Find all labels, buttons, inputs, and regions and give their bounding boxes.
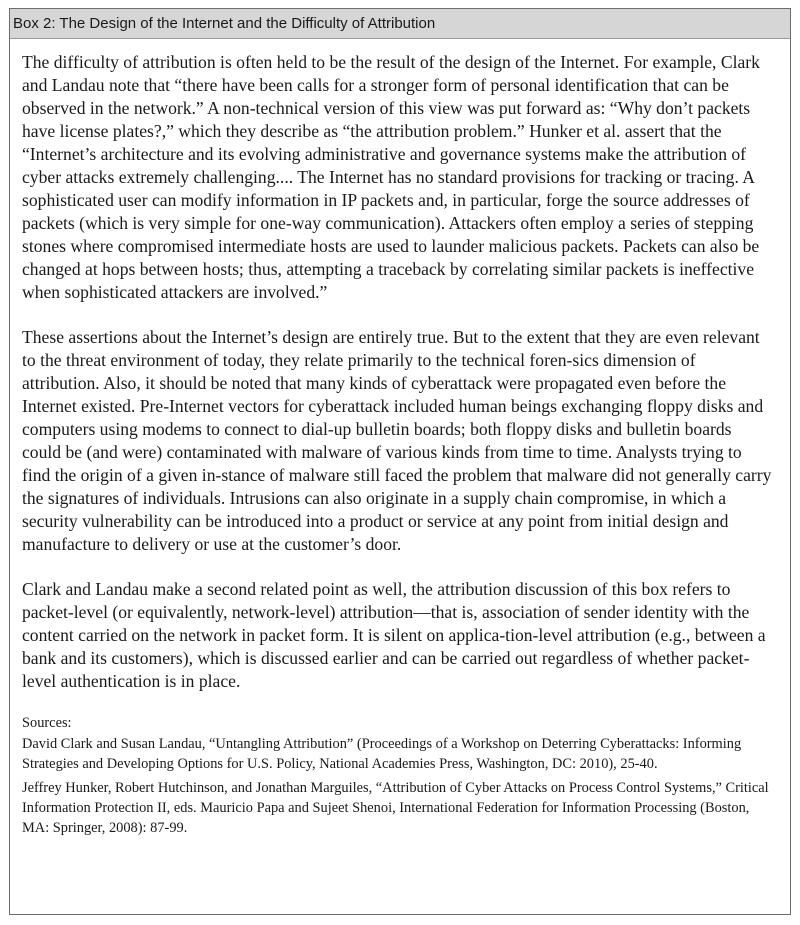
sources-label: Sources: — [22, 715, 72, 731]
box-title: Box 2: The Design of the Internet and the Difficulty of Attribution — [10, 9, 790, 39]
sidebar-box — [9, 8, 791, 915]
paragraph-1: The difficulty of attribution is often held to be the result of the design of the Internet. For example, Clark and Landau note that “there have been calls for a stronger form of personal identification that can be observed in the network.” A non-technical version of this view was put forward as: “Why don’t packets have license plates?,” which they describe as “the attribution problem.” Hunker et al. assert that the “Internet’s architecture and its evolving administrative and governance systems make the attribution of cyber attacks extremely challenging.... The Internet has no standard provisions for tracking or tracing. A sophisticated user can modify information in IP packets and, in particular, forge the source addresses of packets (which is very simple for one-way communication). Attackers often employ a series of stepping stones where compromised intermediate hosts are used to launder malicious packets. Packets can also be changed at hops between hosts; thus, attempting a traceback by correlating similar packets is ineffective when sophisticated attackers are involved.” — [22, 52, 760, 302]
source-item: David Clark and Susan Landau, “Untangling Attribution” (Proceedings of a Workshop on Deterring Cyberattacks: Informing Strategies and Developing Options for U.S. Policy, National Academies Press, Washington, DC: 2010), 25-40. — [22, 736, 742, 772]
paragraph-2: These assertions about the Internet’s design are entirely true. But to the extent that they are even relevant to the threat environment of today, they relate primarily to the technical foren-sics dimension of attribution. Also, it should be noted that many kinds of cyberattack were propagated even before the Internet existed. Pre-Internet vectors for cyberattack included human beings exchanging floppy disks and computers using modems to connect to dial-up bulletin boards; both floppy disks and bulletin boards could be (and were) contaminated with malware of various kinds from time to time. Analysts trying to find the origin of a given in-stance of malware still faced the problem that malware did not generally carry the signatures of individuals. Intrusions can also originate in a supply chain compromise, in which a security vulnerability can be introduced into a product or service at any point from initial design and manufacture to delivery or use at the customer’s door. — [22, 327, 772, 554]
sources-section — [22, 713, 772, 838]
source-item: Jeffrey Hunker, Robert Hutchinson, and Jonathan Marguiles, “Attribution of Cyber Attacks on Process Control Systems,” Critical Information Protection II, eds. Mauricio Papa and Sujeet Shenoi, International Federation for Information Processing (Boston, MA: Springer, 2008): 87-99. — [22, 780, 769, 836]
paragraph-3: Clark and Landau make a second related point as well, the attribution discussion of this box refers to packet-level (or equivalently, network-level) attribution—that is, association of sender identity with the content carried on the network in packet form. It is silent on applica-tion-level attribution (e.g., between a bank and its customers), which is discussed earlier and can be carried out regardless of whether packet-level authentication is in place. — [22, 579, 766, 691]
box-body — [10, 39, 790, 838]
